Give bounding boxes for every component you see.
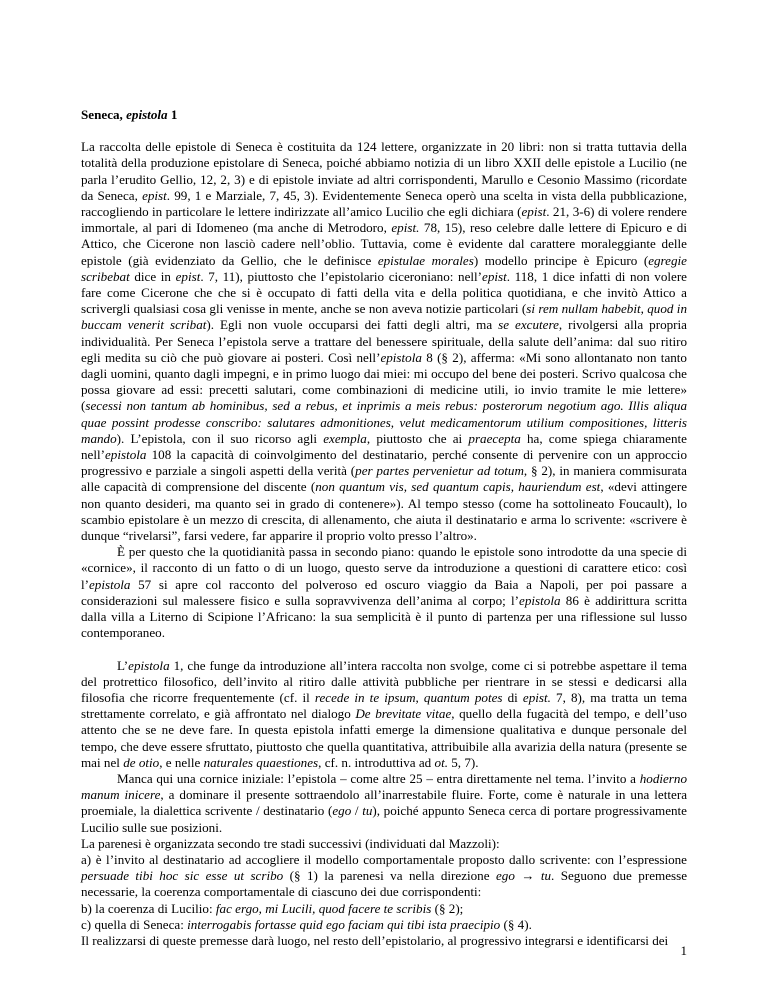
page-number: 1 [680, 943, 687, 958]
text-run: 5, 7). [447, 754, 479, 770]
paragraph-list [81, 139, 687, 949]
body-paragraph [81, 544, 687, 641]
text-run: , cf. n. introduttiva ad [318, 754, 435, 770]
text-run: ha, come spiega chiaramente nell’ [81, 430, 687, 463]
italic-text: si rem nullam habebit, quod in buccam venerit scribat [81, 301, 687, 333]
body-paragraph [81, 917, 687, 933]
italic-text: exempla [323, 430, 367, 446]
italic-text: epist [482, 268, 507, 284]
text-run: ), poiché appunto Seneca cerca di portare progressivamente Lucilio sulle sue posizioni. [81, 803, 687, 835]
italic-text: praecepta [468, 430, 521, 446]
text-run: , quello della fugacità del tempo, e dell’uso attento che se ne deve fare. In questa epistola infatti emerge la dimensione qualitativa e dunque personale del tempo, che deve essere sfruttato, piuttosto che quella quantitativa, attribuibile alla avarizia della natura (presente se mai nel [81, 706, 687, 770]
text-run: (§ 1) la parenesi va nella direzione [283, 868, 496, 884]
text-run: → [514, 868, 541, 884]
title-author: Seneca, [81, 107, 127, 122]
text-run: . 118, 1 dice infatti di non volere fare come Cicerone che che si è occupato di fatti della vita e della politica quotidiana, e che invitò Attico a scrivergli qualsiasi cosa gli venisse in mente, anche se non aveva notizie particolari ( [81, 268, 687, 317]
text-run: , e nelle [159, 754, 204, 770]
italic-text: De brevitate vitae [355, 706, 452, 722]
text-run: La parenesi è organizzata secondo tre stadi successivi (individuati dal Mazzoli): [81, 835, 500, 851]
italic-text: ego [332, 803, 352, 819]
text-run: L’ [117, 657, 129, 673]
text-run: ). Egli non vuole occuparsi dei fatti degli altri, ma [206, 317, 499, 333]
text-run: 86 è addirittura scritta dalla villa a Literno di Scipione l’Africano: la sua semplicità è il punto di partenza per una riflessione sul lusso contemporaneo. [81, 592, 688, 641]
text-run: . 7, 11), piuttosto che l’epistolario ciceroniano: nell’ [200, 268, 483, 284]
text-run: di [502, 689, 523, 705]
italic-text: ego [495, 868, 515, 884]
text-run: (§ 4). [500, 916, 532, 932]
italic-text: se excutere [498, 317, 559, 333]
body-paragraph [81, 139, 687, 544]
italic-text: epistola [89, 576, 131, 592]
italic-text: persuade tibi hoc sic esse ut scribo [81, 868, 284, 884]
italic-text: egregie scribebat [81, 252, 687, 284]
body-paragraph [81, 933, 687, 949]
italic-text: epist [175, 268, 201, 284]
italic-text: epistola [128, 657, 170, 673]
text-run: 7, 8), ma tratta un tema strettamente correlato, e già affrontato nel dialogo [81, 689, 687, 722]
text-run: La raccolta delle epistole di Seneca è costituita da 124 lettere, organizzate in 20 libri: non si tratta tuttavia della totalità della produzione epistolare di Seneca, poiché abbiamo notizia di un libro XXII delle epistole a Lucilio (ne parla l’erudito Gellio, 12, 2, 3) e di epistole inviate ad altri corrispondenti, Marullo e Cesonio Massimo (ricordate da Seneca, [81, 139, 687, 203]
italic-text: epist [142, 187, 167, 203]
body-paragraph [81, 771, 687, 836]
text-run: , a dominare il presente sottraendolo all’inarrestabile fluire. Forte, come è naturale in una lettera proemiale, la dialettica scrivente / destinatario ( [81, 787, 688, 819]
text-run: Manca qui una cornice iniziale: l’epistola – come altre 25 – entra direttamente nel tema. l’invito a [117, 770, 640, 786]
italic-text: epist [521, 204, 547, 220]
text-run: , «devi attingere non quanto desideri, ma quanto sei in grado di contenere»). Al tempo stesso (come ha sottolineato Foucault), lo scambio epistolare è un mezzo di crescita, di allenamento, che aiuta il destinatario e arma lo scrivente: «scrivere è dunque “rivelarsi”, farsi vedere, far apparire il proprio volto presso l’altro». [81, 479, 688, 544]
title-number: 1 [167, 107, 178, 122]
text-run: . Seguono due premesse necessarie, la coerenza comportamentale di ciascuno dei due corrispondenti: [81, 868, 688, 900]
italic-text: non quantum vis, sed quantum capis, hauriendum est [315, 479, 601, 495]
italic-text: secessi non tantum ab hominibus, sed a rebus, et inprimis a meis rebus: posterorum negotium ago. Illis aliqua quae possint prodesse conscribo: salutares admonitiones, velut medicamentorum utilium compositiones, litteris mando [81, 398, 687, 446]
italic-text: naturales quaestiones [203, 754, 319, 770]
text-run: a) è l’invito al destinatario ad accogliere il modello comportamentale proposto dallo scrivente: con l’espressione [81, 851, 687, 867]
text-run: 1, che funge da introduzione all’intera raccolta non svolge, come ci si potrebbe aspettare il tema del protrettico filosofico, dell’invito al ritiro dalle attività pubbliche per rientrare in se stessi e dedicarsi alla filosofia che ricorre frequentemente (cf. il [81, 657, 687, 705]
text-run: 108 la capacità di coinvolgimento del destinatario, perché consente di pervenire con un approccio progressivo e parziale a singoli aspetti della verità ( [81, 447, 687, 479]
title-work: epistola [126, 107, 168, 122]
text-run: dice in [129, 268, 176, 284]
italic-text: recede in te ipsum, quantum potes [314, 689, 503, 705]
text-run: , § 2), in maniera commisurata alle capacità di comprensione del discente ( [81, 463, 687, 495]
body-paragraph [81, 901, 687, 917]
text-run: c) quella di Seneca: [81, 916, 188, 932]
italic-text: epist. [391, 220, 420, 236]
text-run: Il realizzarsi di queste premesse darà luogo, nel resto dell’epistolario, al progressivo integrarsi e identificarsi dei [81, 932, 669, 948]
document-body [81, 107, 687, 949]
italic-text: ot. [434, 754, 448, 770]
text-run: , rivolgersi alla propria individualità. Per Seneca l’epistola serve a trattare del benessere spirituale, della salute dell’anima: dal suo ritiro egli medita su ciò che può giovare ai posteri. Così nell’ [81, 317, 687, 365]
text-run: b) la coerenza di Lucilio: [81, 900, 216, 916]
text-run: ) modello principe è Epicuro ( [473, 252, 649, 268]
text-run: 8 (§ 2), afferma: «Mi sono allontanato non tanto dagli uomini, quanto dagli impegni, e in primo luogo dai miei: mi occupo del bene dei posteri. Scrivo qualcosa che possa giovare ad essi: precetti salutari, come combinazioni di medicine utili, io invio tramite le mie lettere» ( [81, 349, 687, 414]
body-paragraph [81, 836, 687, 852]
italic-text: fac ergo, mi Lucili, quod facere te scribis [215, 900, 432, 916]
italic-text: interrogabis fortasse quid ego faciam qui tibi ista praecipio [187, 916, 501, 932]
text-run: (§ 2); [431, 900, 464, 916]
document-title [81, 107, 687, 123]
italic-text: epist. [522, 689, 551, 705]
italic-text: epistola [519, 592, 561, 608]
text-run: 78, 15), reso celebre dalle lettere di Epicuro e di Attico, che Cicerone non lasciò cadere nell’oblio. Tuttavia, come è evidente dal carattere moraleggiante delle epistole (già evidenziato da Gellio, che le definisce [81, 220, 687, 268]
italic-text: epistulae morales [377, 252, 474, 268]
text-run: , piuttosto che ai [366, 430, 469, 446]
text-run: 57 si apre col racconto del polveroso ed oscuro viaggio da Baia a Napoli, per poi passare a considerazioni sul malessere fisico e sulla sopravvivenza dell’anima al corpo; l’ [81, 576, 687, 608]
text-run: . 21, 3-6) di volere rendere immortale, al pari di Idomeneo (ma anche di Metrodoro, [81, 204, 687, 236]
italic-text: hodierno manum inicere [81, 770, 687, 803]
italic-text: tu [540, 868, 552, 884]
text-run: . 99, 1 e Marziale, 7, 45, 3). Evidentemente Seneca operò una scelta in vista della pubblicazione, raccogliendo in particolare le lettere indirizzate all’amico Lucilio che egli dichiara ( [81, 187, 687, 220]
italic-text: de otio [123, 754, 160, 770]
text-run: È per questo che la quotidianità passa in secondo piano: quando le epistole sono introdotte da una specie di «cornice», il racconto di un fatto o di un luogo, questo serve da introduzione a questioni di carattere etico: così l’ [81, 544, 687, 592]
text-run: / [351, 803, 363, 819]
italic-text: tu [362, 803, 373, 819]
body-paragraph [81, 658, 687, 771]
text-run: ). L’epistola, con il suo ricorso agli [116, 430, 324, 446]
italic-text: epistola [380, 349, 422, 365]
italic-text: per partes pervenietur ad totum [355, 463, 524, 479]
italic-text: epistola [105, 447, 147, 463]
body-paragraph [81, 852, 687, 901]
